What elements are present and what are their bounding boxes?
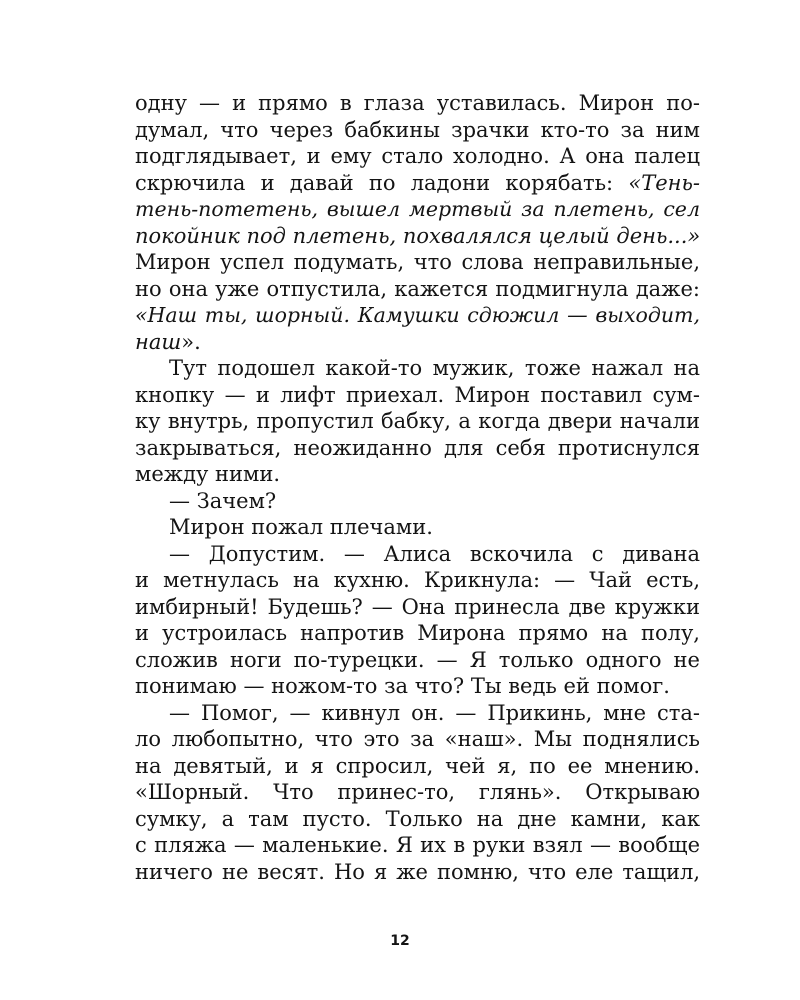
text-line: «Шорный. Что принес-то, глянь». Открываю [135, 780, 700, 804]
text-line: Мирон пожал плечами. [169, 515, 433, 539]
text-line: ку внутрь, пропустил бабку, а когда двери начали [135, 409, 700, 433]
text-line: понимаю — ножом-то за что? Ты ведь ей помог. [135, 674, 670, 698]
text-line: — Помог, — кивнул он. — Прикинь, мне ста- [169, 700, 700, 725]
text-line: на девятый, и я спросил, чей я, по ее мнению. [135, 753, 700, 778]
text-line: скрючила и давай по ладони корябать: «Тень- [135, 170, 700, 195]
page-number: 12 [390, 933, 410, 949]
text-line: имбирный! Будешь? — Она принесла две кружки [135, 594, 700, 619]
text-line: «Наш ты, шорный. Камушки сдюжил — выходит, [135, 303, 700, 327]
text-line: — Зачем? [169, 488, 277, 513]
text-line: закрываться, неожиданно для себя протиснулся [135, 435, 700, 460]
text-line: и устроилась напротив Мирона прямо на полу, [135, 621, 700, 645]
text-line: ничего не весят. Но я же помню, что еле тащил, [135, 859, 700, 884]
text-line: кнопку — и лифт приехал. Мирон поставил сум- [135, 382, 700, 407]
text-line: ло любопытно, что это за «наш». Мы поднялись [135, 727, 700, 751]
text-line: Тут подошел какой-то мужик, тоже нажал на [169, 356, 700, 380]
text-line: — Допустим. — Алиса вскочила с дивана [169, 541, 700, 566]
text-line: сложив ноги по-турецки. — Я только одного не [135, 647, 700, 672]
text-line: тень-потетень, вышел мертвый за плетень, сел [135, 197, 700, 221]
page-text-block [135, 90, 700, 885]
text-line: но она уже отпустила, кажется подмигнула даже: [135, 276, 700, 301]
text-line: думал, что через бабкины зрачки кто-то за ним [135, 117, 700, 142]
text-line: подглядывает, и ему стало холодно. А она палец [135, 144, 700, 168]
text-line: одну — и прямо в глаза уставилась. Мирон по- [135, 91, 700, 115]
text-line: покойник под плетень, похвалялся целый день...» [135, 223, 701, 248]
text-line: и метнулась на кухню. Крикнула: — Чай есть, [135, 568, 700, 592]
text-line: сумку, а там пусто. Только на дне камни, как [135, 806, 700, 831]
text-line: между ними. [135, 462, 281, 486]
text-line: Мирон успел подумать, что слова неправильные, [135, 250, 700, 274]
text-line: с пляжа — маленькие. Я их в руки взял — вообще [135, 833, 700, 857]
text-line: наш». [135, 329, 201, 354]
